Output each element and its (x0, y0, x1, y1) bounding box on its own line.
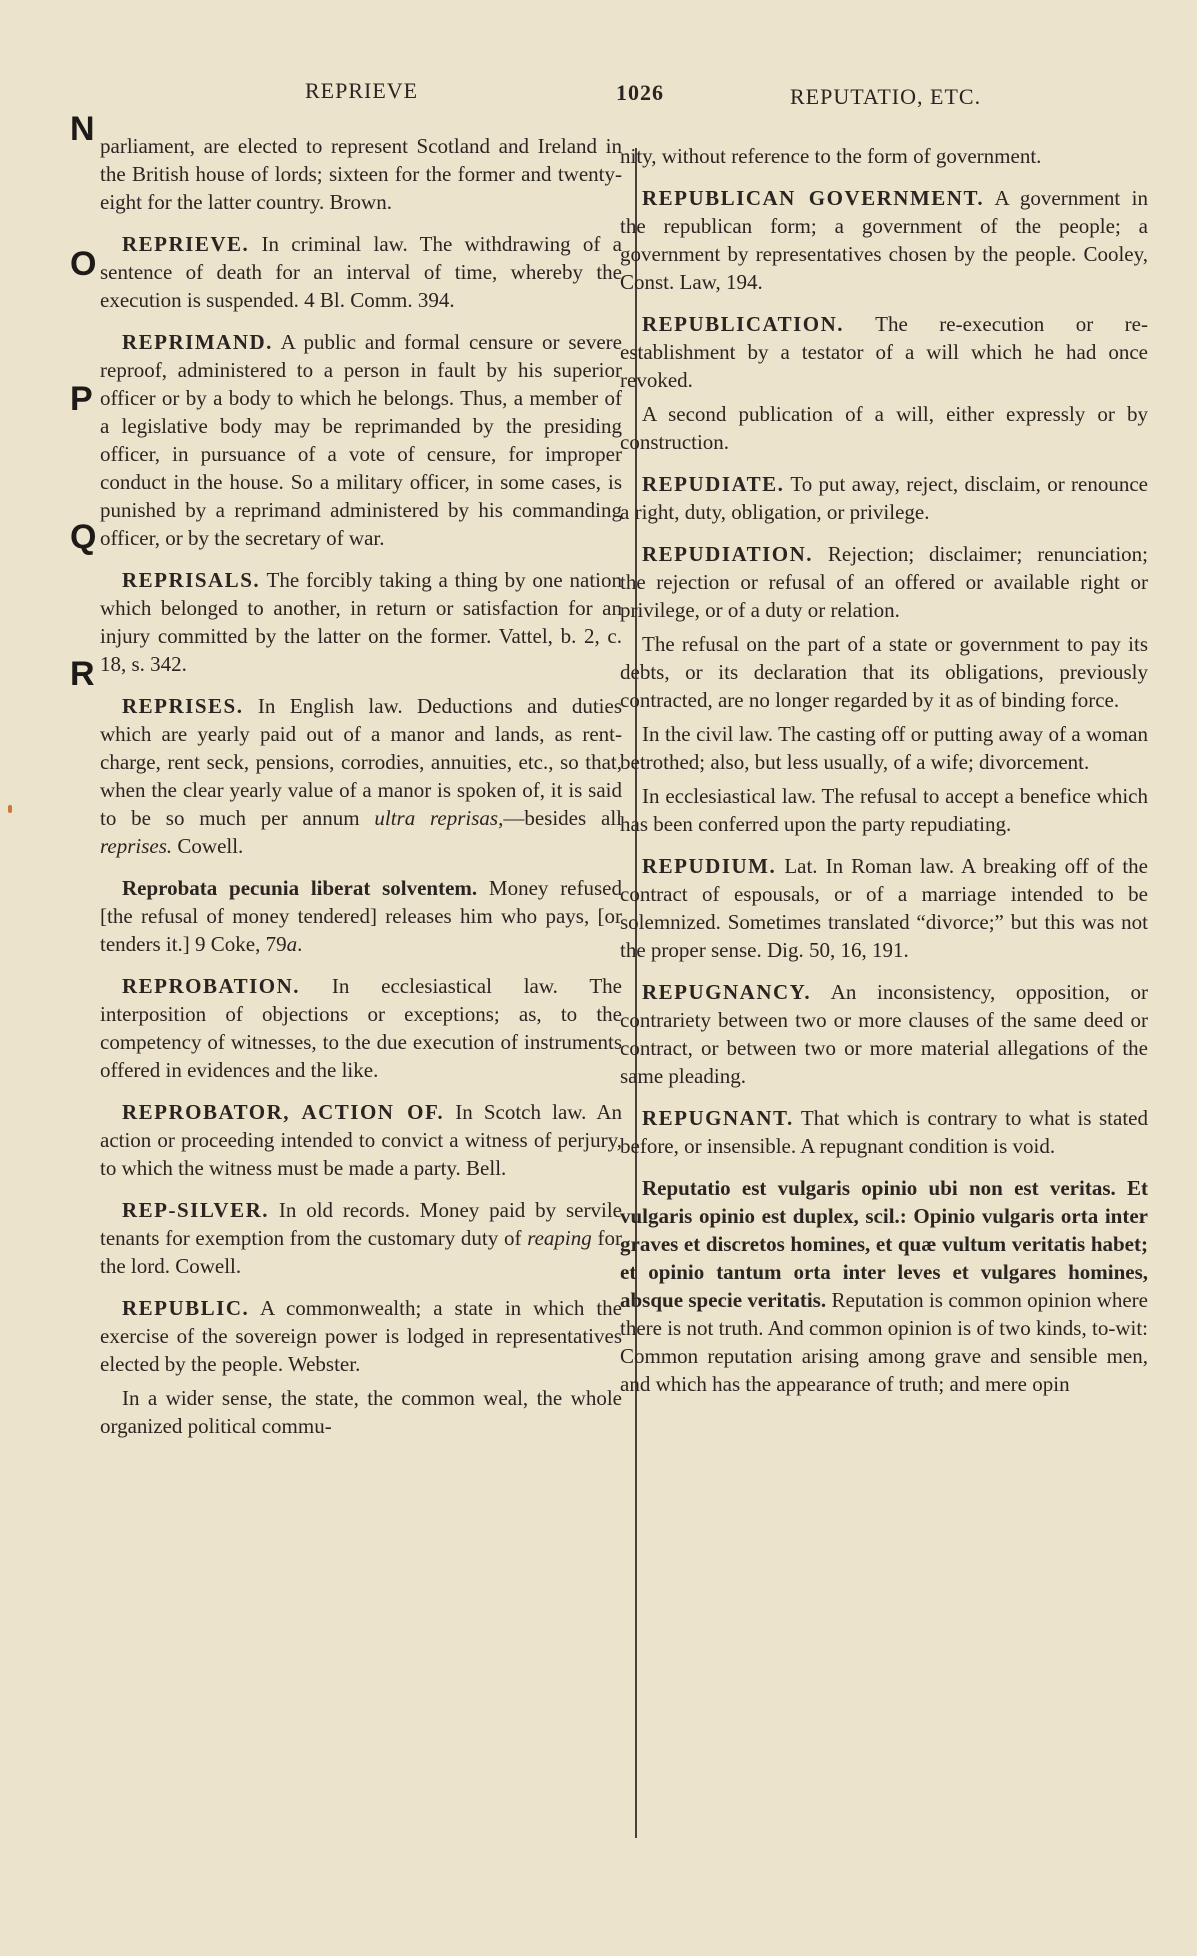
citation-end: . (297, 932, 303, 956)
entry-repugnant (620, 1104, 1148, 1160)
headword: REPUGNANCY. (642, 980, 812, 1004)
thumb-index (70, 110, 100, 710)
thumb-letter-r: R (70, 655, 95, 693)
entry-reprisals (100, 566, 622, 678)
entry-reprieve (100, 230, 622, 314)
entry-republic (100, 1294, 622, 1440)
entry-continuation (100, 132, 622, 216)
definition: An inconsistency, opposition, or contrariety between two or more clauses of the same deed or contract, or between two or more material allegations of the same pleading. (620, 980, 1148, 1088)
headword: REPUBLICATION. (642, 312, 845, 336)
definition-paragraph: In ecclesiastical law. The refusal to accept a benefice which has been conferred upon the party repudiating. (620, 784, 1148, 836)
headword: REPROBATION. (122, 974, 301, 998)
headword: REPUBLIC. (122, 1296, 250, 1320)
paper-speck (8, 805, 12, 813)
definition-mid: —besides all (503, 806, 622, 830)
entry-reprobata-maxim (100, 874, 622, 958)
italic-term: reprises. (100, 834, 173, 858)
definition: In Scotch law. An action or proceeding intended to convict a witness of perjury, to which the witness must be made a party. Bell. (100, 1100, 622, 1180)
italic-letter: a (286, 932, 298, 956)
entry-repudiate (620, 470, 1148, 526)
entry-repugnancy (620, 978, 1148, 1090)
definition: In English law. Deductions and duties which are yearly paid out of a manor and lands, as rent-charge, rent seck, pensions, corrodies, annuities, etc., so that, when the clear yearly value of a manor is spoken of, it is said to be so much per annum (100, 694, 622, 830)
definition: The re-execution or re-establishment by a testator of a will which he had once revoked. (620, 312, 1148, 392)
right-column (620, 142, 1148, 1412)
entry-reputatio-maxim (620, 1174, 1148, 1398)
citation: for the lord. Cowell. (100, 1226, 622, 1278)
continuation-text: nity, without reference to the form of government. (620, 144, 1042, 168)
definition: In old records. Money paid by servile tenants for exemption from the customary duty of (100, 1198, 622, 1250)
italic-term: ultra reprisas, (374, 806, 504, 830)
definition: To put away, reject, disclaim, or renounce a right, duty, obligation, or privilege. (620, 472, 1148, 524)
definition: In ecclesiastical law. The interposition of objections or exceptions; as, to the competency of witnesses, to the due execution of instruments offered in evidences and the like. (100, 974, 622, 1082)
entry-repudiation (620, 540, 1148, 838)
entry-reprises (100, 692, 622, 860)
italic-term: reaping (527, 1226, 592, 1250)
citation: Cowell. (172, 834, 244, 858)
headword: REPUDIUM. (642, 854, 777, 878)
headword: REPRIMAND. (122, 330, 273, 354)
thumb-letter-n: N (70, 110, 95, 148)
definition: That which is contrary to what is stated before, or insensible. A repugnant condition is void. (620, 1106, 1148, 1158)
headword: REP-SILVER. (122, 1198, 270, 1222)
page-number: 1026 (616, 80, 664, 105)
headword: REPUDIATE. (642, 472, 785, 496)
definition-paragraph: The refusal on the part of a state or government to pay its debts, or its declaration that its obligations, previously contracted, are no longer regarded by it as of binding force. (620, 632, 1148, 712)
entry-rep-silver (100, 1196, 622, 1280)
definition-paragraph: A second publication of a will, either expressly or by construction. (620, 402, 1148, 454)
definition: Rejection; disclaimer; renunciation; the rejection or refusal of an offered or available right or privilege, or of a duty or relation. (620, 542, 1148, 622)
definition: The forcibly taking a thing by one nation which belonged to another, in return or satisfaction for an injury committed by the latter on the former. Vattel, b. 2, c. 18, s. 342. (100, 568, 622, 676)
header-right-guideword: REPUTATIO, ETC. (790, 84, 982, 109)
maxim: Reprobata pecunia liberat solventem. (122, 876, 478, 900)
definition: A public and formal censure or severe reproof, administered to a person in fault by his superior officer or by a body to which he belongs. Thus, a member of a legislative body may be reprimanded by the presiding officer, in pursuance of a vote of censure, for improper conduct in the house. So a military officer, in some cases, is punished by a reprimand administered by his commanding officer, or by the secretary of war. (100, 330, 622, 550)
thumb-letter-p: P (70, 380, 93, 418)
headword: REPUBLICAN GOVERNMENT. (642, 186, 985, 210)
entry-reprobator (100, 1098, 622, 1182)
headword: REPRIEVE. (122, 232, 250, 256)
entry-republication (620, 310, 1148, 456)
running-head (0, 78, 1197, 118)
entry-republican-government (620, 184, 1148, 296)
header-left-guideword: REPRIEVE (305, 78, 419, 103)
definition-paragraph: In the civil law. The casting off or putting away of a woman betrothed; also, but less usually, of a wife; divorcement. (620, 722, 1148, 774)
thumb-letter-q: Q (70, 518, 97, 556)
left-column (100, 132, 622, 1454)
headword: REPUGNANT. (642, 1106, 794, 1130)
definition: In criminal law. The withdrawing of a sentence of death for an interval of time, whereby the execution is suspended. 4 Bl. Comm. 394. (100, 232, 622, 312)
translation: Money refused [the refusal of money tendered] releases him who pays, [or tenders it.] 9 Coke, 79 (100, 876, 622, 956)
translation: Reputation is common opinion where there is not truth. And common opinion is of two kinds, to-wit: Common reputation arising among grave and sensible men, and which has the appearance of truth; and mere opin (620, 1288, 1148, 1396)
definition-paragraph: In a wider sense, the state, the common weal, the whole organized political commu- (100, 1386, 622, 1438)
headword: REPROBATOR, ACTION OF. (122, 1100, 445, 1124)
maxim: Reputatio est vulgaris opinio ubi non est veritas. Et vulgaris opinio est duplex, scil.: Opinio vulgaris orta inter graves et discretos homines, et quæ vultum veritatis habet; et opinio tantum orta inter leves et vulgares homines, absque specie veritatis. (620, 1176, 1148, 1312)
continuation-text: parliament, are elected to represent Scotland and Ireland in the British house of lords; sixteen for the former and twenty-eight for the latter country. Brown. (100, 134, 622, 214)
definition: A commonwealth; a state in which the exercise of the sovereign power is lodged in representatives elected by the people. Webster. (100, 1296, 622, 1376)
headword: REPRISES. (122, 694, 244, 718)
entry-repudium (620, 852, 1148, 964)
definition: Lat. In Roman law. A breaking off of the contract of espousals, or of a marriage intended to be solemnized. Sometimes translated “divorce;” but this was not the proper sense. Dig. 50, 16, 191. (620, 854, 1148, 962)
definition: A government in the republican form; a government of the people; a government by representatives chosen by the people. Cooley, Const. Law, 194. (620, 186, 1148, 294)
entry-reprimand (100, 328, 622, 552)
headword: REPUDIATION. (642, 542, 814, 566)
entry-reprobation (100, 972, 622, 1084)
entry-continuation (620, 142, 1148, 170)
thumb-letter-o: O (70, 245, 97, 283)
headword: REPRISALS. (122, 568, 261, 592)
